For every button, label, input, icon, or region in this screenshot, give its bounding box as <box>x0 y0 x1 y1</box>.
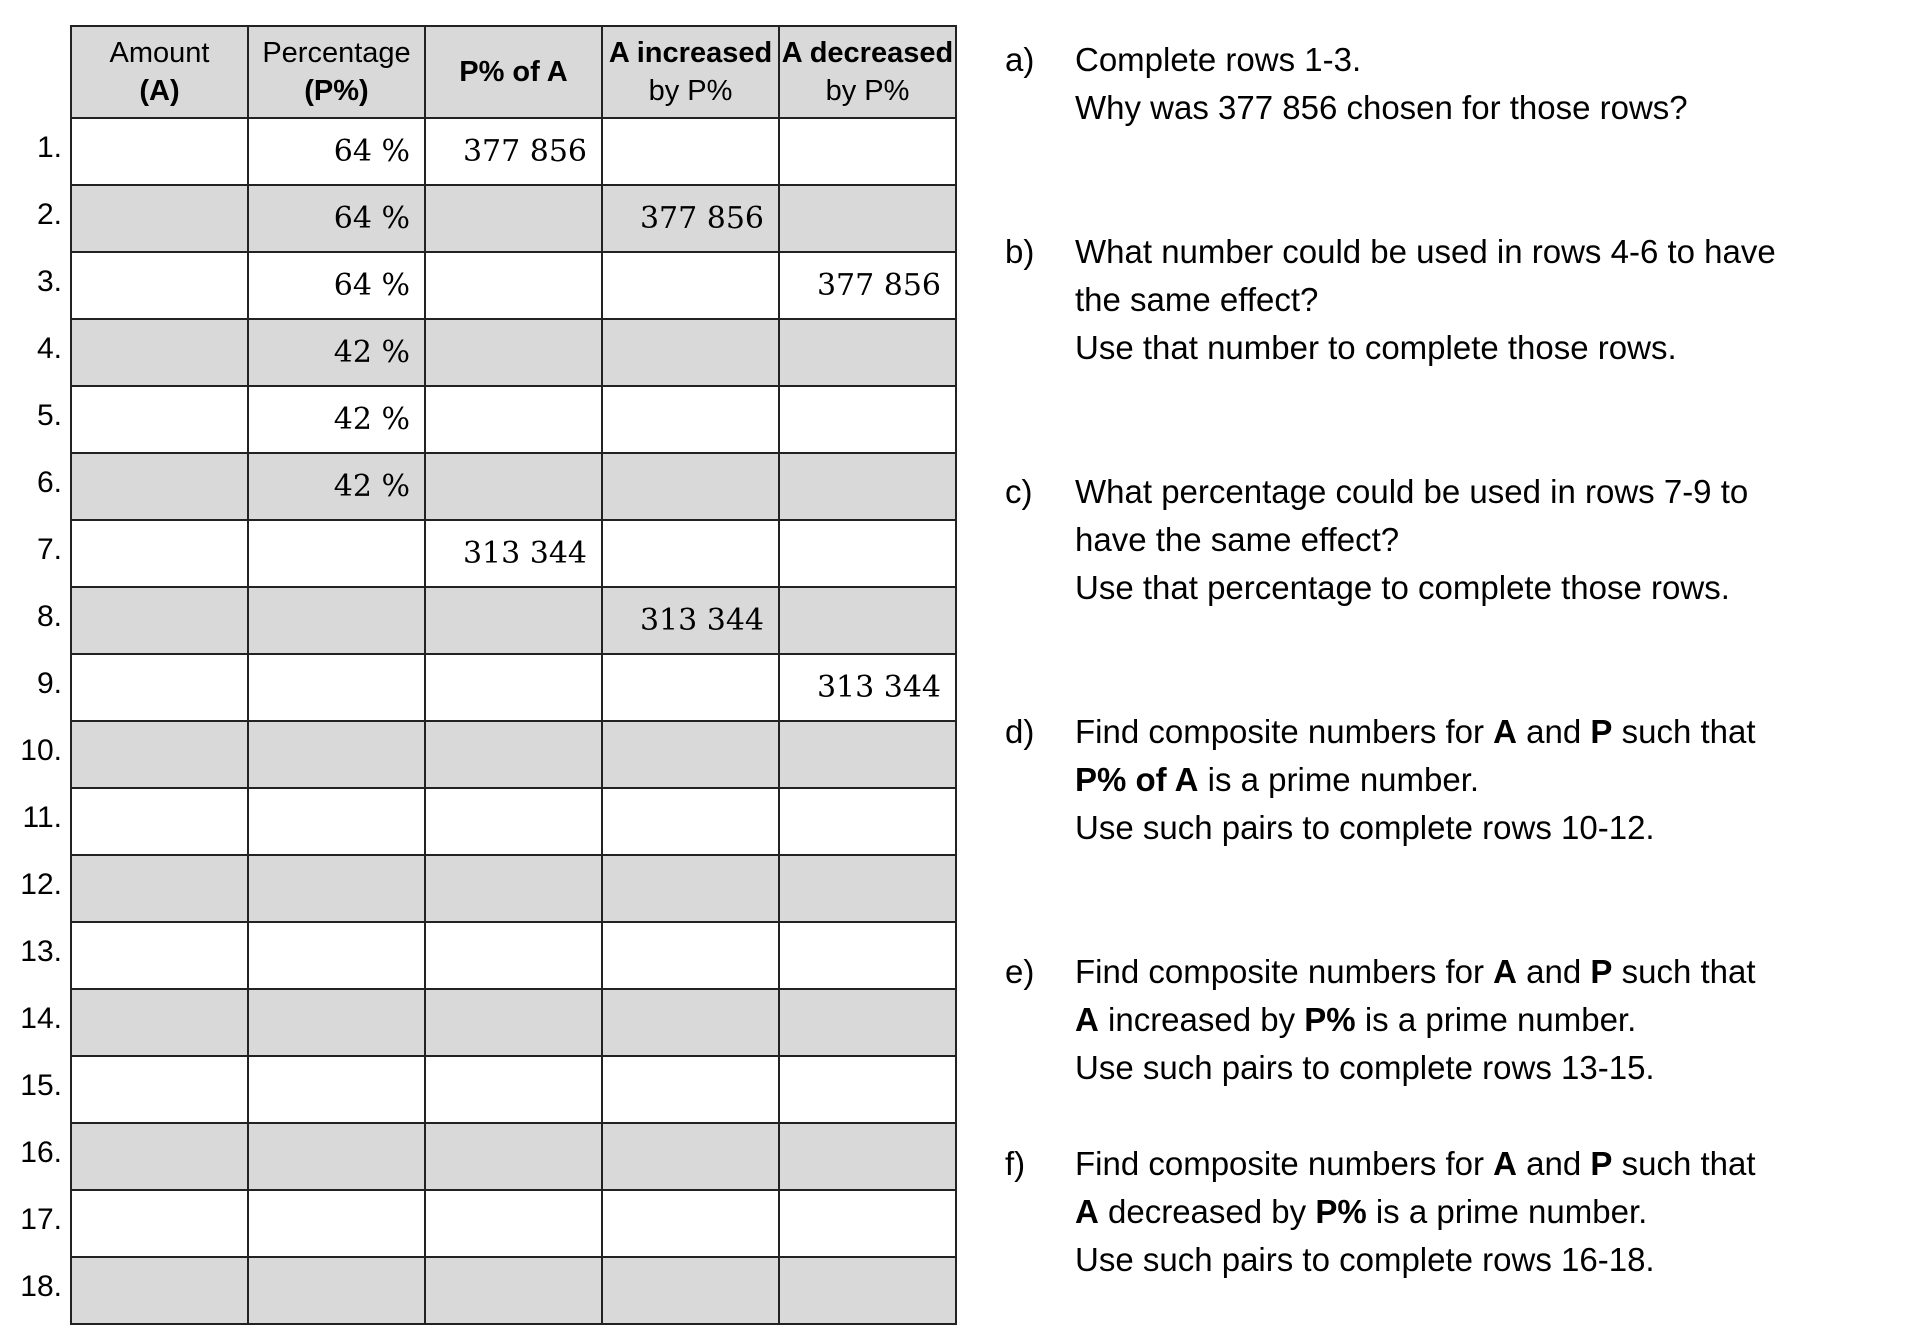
cell-percentage[interactable] <box>248 1190 425 1257</box>
cell-a-increased[interactable] <box>602 1123 779 1190</box>
row-number-label: 4. <box>36 332 62 365</box>
cell-amount[interactable] <box>71 386 248 453</box>
cell-amount[interactable] <box>71 788 248 855</box>
table-row <box>71 453 956 520</box>
row-number <box>0 720 68 787</box>
cell-a-increased[interactable] <box>602 1190 779 1257</box>
row-number <box>0 184 68 251</box>
cell-a-decreased[interactable] <box>779 855 956 922</box>
cell-a-decreased[interactable] <box>779 1056 956 1123</box>
row-number <box>0 653 68 720</box>
table-row <box>71 319 956 386</box>
cell-a-decreased[interactable] <box>779 788 956 855</box>
table-row <box>71 788 956 855</box>
cell-percentage[interactable] <box>248 989 425 1056</box>
table-row <box>71 118 956 185</box>
row-number-label: 12. <box>20 868 62 901</box>
cell-p-of-a[interactable] <box>425 788 602 855</box>
row-number-label: 17. <box>20 1203 62 1236</box>
cell-percentage[interactable] <box>248 1257 425 1324</box>
cell-amount[interactable] <box>71 453 248 520</box>
cell-p-of-a[interactable] <box>425 654 602 721</box>
cell-percentage[interactable]: 64 % <box>248 118 425 185</box>
table-row <box>71 922 956 989</box>
cell-a-decreased[interactable] <box>779 922 956 989</box>
row-number <box>0 1122 68 1189</box>
cell-amount[interactable] <box>71 118 248 185</box>
cell-amount[interactable] <box>71 319 248 386</box>
table-row <box>71 1056 956 1123</box>
table-row <box>71 520 956 587</box>
cell-percentage[interactable]: 42 % <box>248 386 425 453</box>
cell-a-decreased[interactable] <box>779 118 956 185</box>
row-number-label: 9. <box>36 667 62 700</box>
cell-percentage[interactable]: 42 % <box>248 319 425 386</box>
row-number-label: 6. <box>36 466 62 499</box>
row-number-label: 8. <box>36 600 62 633</box>
cell-amount[interactable] <box>71 1190 248 1257</box>
cell-amount[interactable] <box>71 520 248 587</box>
cell-p-of-a[interactable] <box>425 453 602 520</box>
header-a-increased: A increased by P% <box>602 26 779 118</box>
cell-a-decreased[interactable] <box>779 453 956 520</box>
table-row <box>71 1257 956 1324</box>
cell-percentage[interactable]: 64 % <box>248 185 425 252</box>
table-row <box>71 721 956 788</box>
cell-amount[interactable] <box>71 654 248 721</box>
cell-a-decreased[interactable] <box>779 989 956 1056</box>
cell-a-increased[interactable] <box>602 922 779 989</box>
cell-a-decreased[interactable] <box>779 1123 956 1190</box>
cell-p-of-a[interactable] <box>425 1257 602 1324</box>
row-number <box>0 452 68 519</box>
cell-a-increased[interactable] <box>602 654 779 721</box>
table-row <box>71 1123 956 1190</box>
cell-p-of-a[interactable] <box>425 319 602 386</box>
cell-a-increased[interactable] <box>602 252 779 319</box>
cell-amount[interactable] <box>71 587 248 654</box>
row-number <box>0 117 68 184</box>
row-numbers <box>0 117 68 1323</box>
table-row <box>71 989 956 1056</box>
cell-a-decreased[interactable] <box>779 1190 956 1257</box>
cell-p-of-a[interactable] <box>425 989 602 1056</box>
cell-amount[interactable] <box>71 1257 248 1324</box>
cell-p-of-a[interactable] <box>425 1190 602 1257</box>
row-number <box>0 519 68 586</box>
row-number-label: 10. <box>20 734 62 767</box>
cell-p-of-a[interactable] <box>425 185 602 252</box>
row-number <box>0 318 68 385</box>
cell-a-increased[interactable] <box>602 1257 779 1324</box>
table-row <box>71 654 956 721</box>
cell-p-of-a[interactable] <box>425 1123 602 1190</box>
cell-a-increased[interactable]: 313 344 <box>602 587 779 654</box>
question-letter: e) <box>1005 953 1035 990</box>
cell-a-decreased[interactable] <box>779 1257 956 1324</box>
question-letter: c) <box>1005 473 1033 510</box>
row-number-label: 5. <box>36 399 62 432</box>
row-number-label: 7. <box>36 533 62 566</box>
header-row <box>71 26 956 118</box>
cell-a-increased[interactable] <box>602 520 779 587</box>
cell-a-increased[interactable] <box>602 386 779 453</box>
row-number-label: 15. <box>20 1069 62 1102</box>
cell-a-decreased[interactable] <box>779 185 956 252</box>
cell-a-increased[interactable]: 377 856 <box>602 185 779 252</box>
cell-a-decreased[interactable] <box>779 520 956 587</box>
cell-amount[interactable] <box>71 1056 248 1123</box>
cell-a-decreased[interactable] <box>779 721 956 788</box>
table-row <box>71 587 956 654</box>
row-number-label: 18. <box>20 1270 62 1303</box>
cell-a-decreased[interactable] <box>779 587 956 654</box>
table-row <box>71 185 956 252</box>
cell-a-increased[interactable] <box>602 118 779 185</box>
row-number <box>0 854 68 921</box>
cell-a-increased[interactable] <box>602 788 779 855</box>
cell-a-decreased[interactable] <box>779 386 956 453</box>
header-p-of-a: P% of A <box>425 26 602 118</box>
question-letter: b) <box>1005 233 1035 270</box>
cell-percentage[interactable] <box>248 922 425 989</box>
cell-percentage[interactable] <box>248 788 425 855</box>
header-a-decreased: A decreased by P% <box>779 26 956 118</box>
cell-a-increased[interactable] <box>602 989 779 1056</box>
row-number <box>0 921 68 988</box>
cell-amount[interactable] <box>71 855 248 922</box>
cell-p-of-a[interactable] <box>425 386 602 453</box>
cell-a-increased[interactable] <box>602 855 779 922</box>
row-number-label: 2. <box>36 198 62 231</box>
row-number <box>0 385 68 452</box>
percentage-table <box>70 25 957 1325</box>
row-number <box>0 988 68 1055</box>
cell-p-of-a[interactable] <box>425 721 602 788</box>
row-number <box>0 1256 68 1323</box>
cell-amount[interactable] <box>71 252 248 319</box>
row-number-label: 13. <box>20 935 62 968</box>
question-letter: d) <box>1005 713 1035 750</box>
cell-percentage[interactable]: 64 % <box>248 252 425 319</box>
cell-amount[interactable] <box>71 721 248 788</box>
cell-p-of-a[interactable]: 377 856 <box>425 118 602 185</box>
row-number-label: 16. <box>20 1136 62 1169</box>
cell-amount[interactable] <box>71 989 248 1056</box>
row-number <box>0 586 68 653</box>
cell-percentage[interactable] <box>248 721 425 788</box>
cell-a-increased[interactable] <box>602 319 779 386</box>
cell-p-of-a[interactable] <box>425 1056 602 1123</box>
row-number <box>0 251 68 318</box>
table-row <box>71 1190 956 1257</box>
cell-p-of-a[interactable] <box>425 855 602 922</box>
row-number <box>0 787 68 854</box>
table-row <box>71 386 956 453</box>
cell-a-decreased[interactable]: 313 344 <box>779 654 956 721</box>
table-row <box>71 855 956 922</box>
cell-a-increased[interactable] <box>602 1056 779 1123</box>
row-number-label: 1. <box>36 131 62 164</box>
cell-percentage[interactable] <box>248 1056 425 1123</box>
row-number <box>0 1189 68 1256</box>
cell-a-increased[interactable] <box>602 721 779 788</box>
cell-percentage[interactable] <box>248 1123 425 1190</box>
cell-percentage[interactable] <box>248 855 425 922</box>
cell-amount[interactable] <box>71 1123 248 1190</box>
header-amount: Amount (A) <box>71 26 248 118</box>
row-number <box>0 1055 68 1122</box>
row-number-label: 14. <box>20 1002 62 1035</box>
cell-percentage[interactable] <box>248 654 425 721</box>
question-letter: a) <box>1005 41 1035 78</box>
cell-percentage[interactable]: 42 % <box>248 453 425 520</box>
cell-p-of-a[interactable] <box>425 252 602 319</box>
header-percentage: Percentage (P%) <box>248 26 425 118</box>
row-number-label: 11. <box>22 801 62 834</box>
cell-percentage[interactable] <box>248 520 425 587</box>
cell-p-of-a[interactable]: 313 344 <box>425 520 602 587</box>
cell-amount[interactable] <box>71 922 248 989</box>
table-body <box>71 118 956 1324</box>
cell-amount[interactable] <box>71 185 248 252</box>
cell-a-decreased[interactable] <box>779 319 956 386</box>
table-row <box>71 252 956 319</box>
cell-p-of-a[interactable] <box>425 587 602 654</box>
cell-a-decreased[interactable]: 377 856 <box>779 252 956 319</box>
cell-a-increased[interactable] <box>602 453 779 520</box>
row-number-label: 3. <box>36 265 62 298</box>
cell-p-of-a[interactable] <box>425 922 602 989</box>
cell-percentage[interactable] <box>248 587 425 654</box>
question-letter: f) <box>1005 1145 1026 1182</box>
